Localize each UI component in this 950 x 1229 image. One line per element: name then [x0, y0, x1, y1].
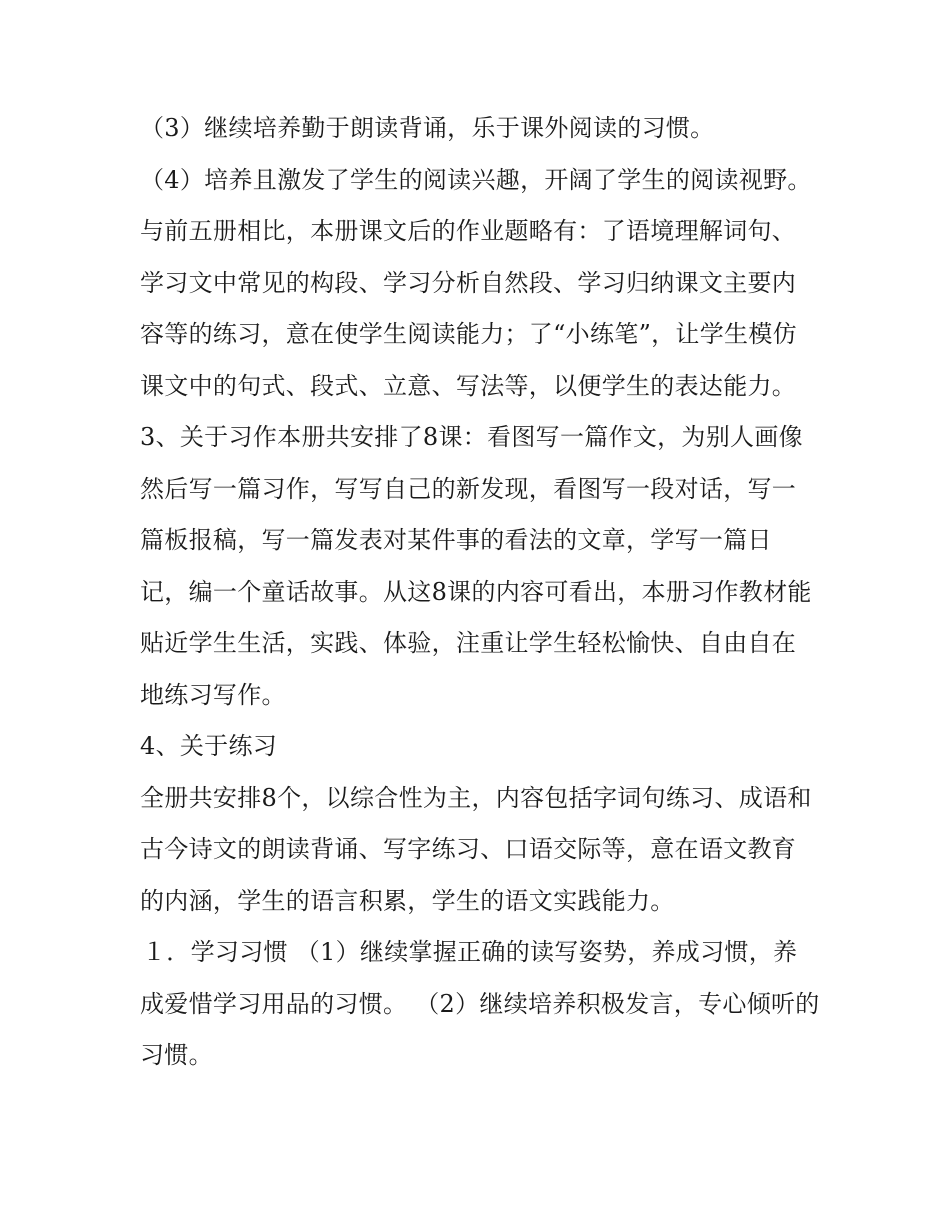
paragraph-study-habits: １．学习习惯 （1）继续掌握正确的读写姿势，养成习惯，养成爱惜学习用品的习惯。 （2）继续培养积极发言，专心倾听的习惯。 [140, 938, 820, 1069]
paragraph-habit-4-reading: （4）培养且激发了学生的阅读兴趣，开阔了学生的阅读视野。与前五册相比，本册课文后的作业题略有：了语境理解词句、学习文中常见的构段、学习分析自然段、学习归纳课文主要内容等的练习，意在使学生阅读能力；了“小练笔”，让学生模仿课文中的句式、段式、立意、写法等，以便学生的表达能力。 [140, 165, 812, 400]
document-body [140, 103, 820, 1082]
paragraph-habit-3: （3）继续培养勤于朗读背诵，乐于课外阅读的习惯。 [140, 114, 715, 142]
paragraph-practice-heading: 4、关于练习 [140, 732, 278, 760]
paragraph-practice-body: 全册共安排8个，以综合性为主，内容包括字词句练习、成语和古今诗文的朗读背诵、写字练习、口语交际等，意在语文教育的内涵，学生的语言积累，学生的语文实践能力。 [140, 783, 812, 915]
paragraph-writing: 3、关于习作本册共安排了8课：看图写一篇作文，为别人画像然后写一篇习作，写写自己的新发现，看图写一段对话，写一篇板报稿，写一篇发表对某件事的看法的文章，学写一篇日记，编一个童话故事。从这8课的内容可看出，本册习作教材能贴近学生生活，实践、体验，注重让学生轻松愉快、自由自在地练习写作。 [140, 423, 812, 709]
